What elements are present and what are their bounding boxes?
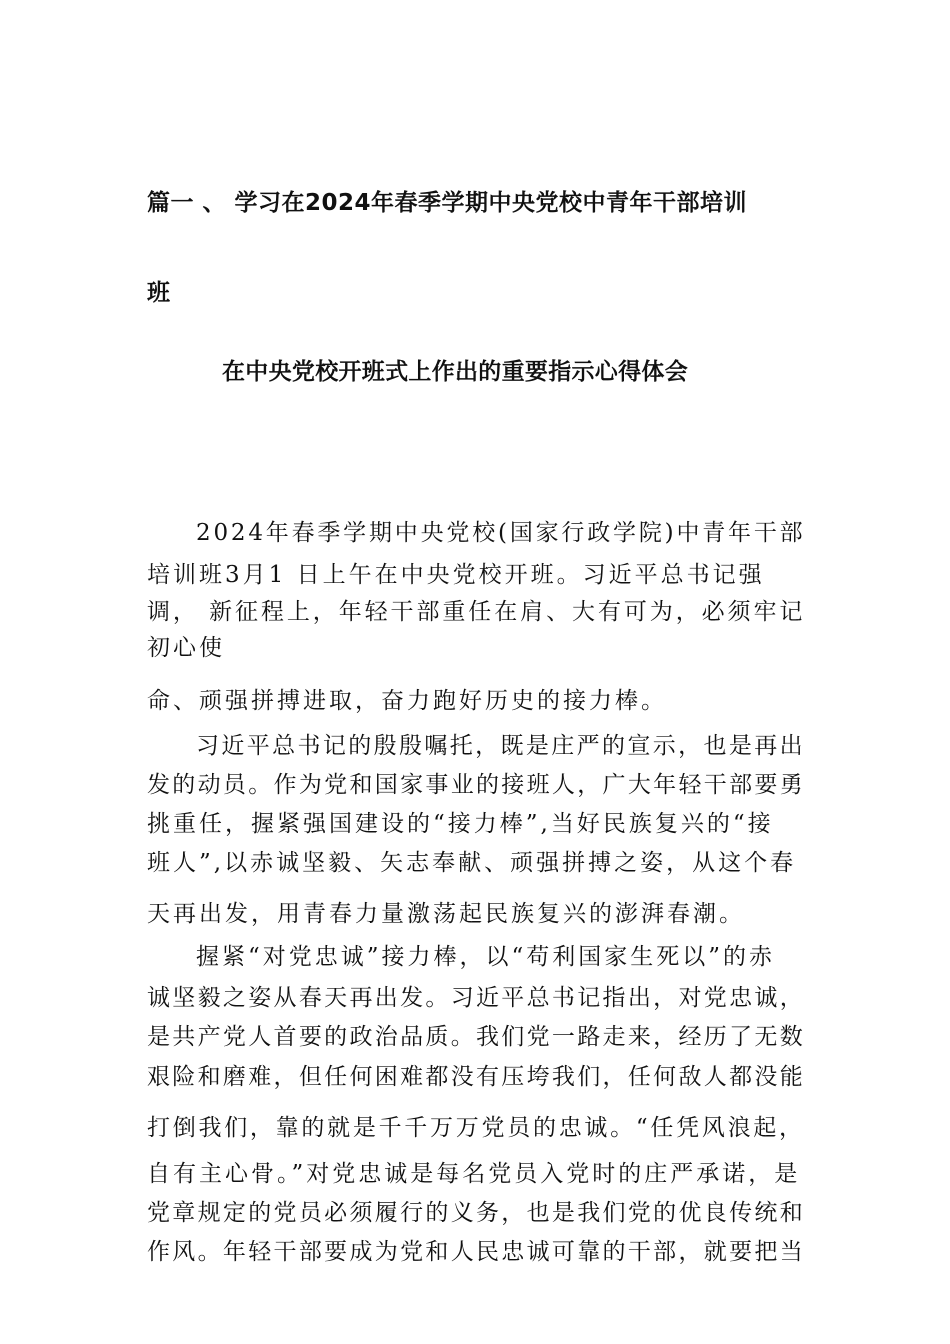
- body-line: 作风。年轻干部要成为党和人民忠诚可靠的干部，就要把当: [147, 1239, 805, 1265]
- body-line: 自有主心骨。”对党忠诚是每名党员入党时的庄严承诺，是: [147, 1161, 801, 1187]
- body-line: 初心使: [147, 635, 225, 661]
- body-line: 艰险和磨难，但任何困难都没有压垮我们，任何敌人都没能: [147, 1064, 805, 1090]
- document-title-line-2: 班: [147, 280, 170, 306]
- body-line: 习近平总书记的殷殷嘱托，既是庄严的宣示，也是再出: [196, 733, 805, 759]
- body-line: 天再出发，用青春力量激荡起民族复兴的澎湃春潮。: [147, 901, 745, 927]
- body-line: 挑重任，握紧强国建设的“接力棒”,当好民族复兴的“接: [147, 811, 774, 837]
- document-title-line-1: 篇一 、 学习在2024年春季学期中央党校中青年干部培训: [147, 190, 748, 216]
- body-line: 握紧“对党忠诚”接力棒，以“苟利国家生死以”的赤: [196, 944, 776, 970]
- body-line: 调， 新征程上，年轻干部重任在肩、大有可为，必须牢记: [147, 599, 806, 625]
- body-line: 诚坚毅之姿从春天再出发。习近平总书记指出，对党忠诚，: [147, 985, 805, 1011]
- body-line: 培训班3月1 日上午在中央党校开班。习近平总书记强: [147, 562, 765, 588]
- body-line: 班人”,以赤诚坚毅、矢志奉献、顽强拼搏之姿，从这个春: [147, 850, 797, 876]
- document-subtitle: 在中央党校开班式上作出的重要指示心得体会: [222, 359, 688, 385]
- body-line: 是共产党人首要的政治品质。我们党一路走来，经历了无数: [147, 1024, 805, 1050]
- body-line: 发的动员。作为党和国家事业的接班人，广大年轻干部要勇: [147, 772, 805, 798]
- body-line: 打倒我们，靠的就是千千万万党员的忠诚。“任凭风浪起，: [147, 1115, 805, 1141]
- body-line: 命、顽强拼搏进取，奋力跑好历史的接力棒。: [147, 688, 667, 714]
- body-line: 2024年春季学期中央党校(国家行政学院)中青年干部: [196, 520, 806, 546]
- body-line: 党章规定的党员必须履行的义务，也是我们党的优良传统和: [147, 1200, 805, 1226]
